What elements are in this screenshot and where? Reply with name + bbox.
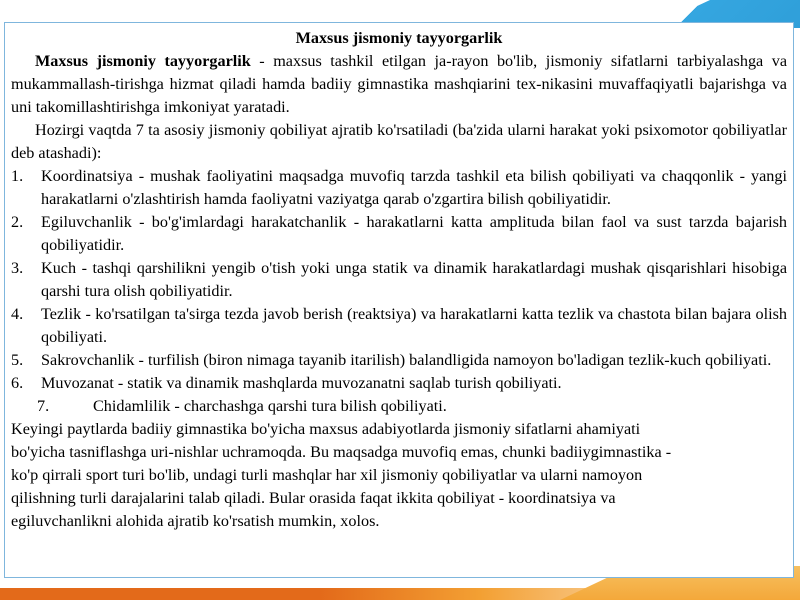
- abilities-list: [11, 165, 787, 395]
- list-item-text: Muvozanat - statik va dinamik mashqlarda muvozanatni saqlab turish qobiliyati.: [41, 374, 562, 392]
- slide-text-box: [4, 22, 794, 578]
- abilities-intro-paragraph: Hozirgi vaqtda 7 ta asosiy jismoniy qobiliyat ajratib ko'rsatiladi (ba'zida ularni harakat yoki psixomotor qobiliyatlar deb atashadi):: [11, 121, 787, 162]
- list-item-text: Egiluvchanlik - bo'g'imlardagi harakatchanlik - harakatlarni katta amplituda bilan faol va sust tarzda bajarish qobiliyatidir.: [41, 213, 787, 254]
- list-item-number: 4.: [11, 305, 24, 323]
- list-item-number: 2.: [11, 213, 24, 231]
- list-item-number: 1.: [11, 167, 24, 185]
- list-item: [11, 349, 787, 372]
- list-item: [11, 303, 787, 349]
- slide-title: Maxsus jismoniy tayyorgarlik: [295, 29, 503, 47]
- closing-line: egiluvchanlikni alohida ajratib ko'rsatish mumkin, xolos.: [11, 512, 380, 530]
- list-item-text: Tezlik - ko'rsatilgan ta'sirga tezda javob berish (reaktsiya) va harakatlarni katta tezlik va chastota bilan bajara olish qobiliyati.: [41, 305, 787, 346]
- list-item: [11, 165, 787, 211]
- list-item-text: Kuch - tashqi qarshilikni yengib o'tish yoki unga statik va dinamik harakatlardagi mushak qisqarishlari hisobiga qarshi tura olish qobiliyatidir.: [41, 259, 787, 300]
- intro-paragraph: [11, 50, 787, 119]
- list-item-number: 5.: [11, 351, 24, 369]
- list-item-text: Chidamlilik - charchashga qarshi tura bilish qobiliyati.: [93, 397, 447, 415]
- list-item-text: Sakrovchanlik - turfilish (biron nimaga tayanib itarilish) balandligida namoyon bo'ladigan tezlik-kuch qobiliyati.: [41, 351, 772, 369]
- list-item: [11, 257, 787, 303]
- intro-bold-term: Maxsus jismoniy tayyorgarlik: [35, 52, 251, 70]
- intro-text: - maxsus tashkil etilgan ja-rayon bo'lib, jismoniy sifatlarni tarbiyalashga va mukammallash-tirishga hizmat qiladi hamda badiiy gimnastika mashqiarini tex-nikasini muvaffaqiyatli bajarishga va uni takomillashtirishga imkoniyat yaratadi.: [11, 52, 788, 116]
- list-item-number: 3.: [11, 259, 24, 277]
- list-item: [11, 211, 787, 257]
- list-item-number: 7.: [37, 397, 50, 415]
- list-item: [11, 372, 787, 395]
- closing-line: ko'p qirrali sport turi bo'lib, undagi turli mashqlar har xil jismoniy qobiliyatlar va ularni namoyon: [11, 466, 643, 484]
- closing-line: Keyingi paytlarda badiiy gimnastika bo'yicha maxsus adabiyotlarda jismoniy sifatlarni ahamiyati: [11, 420, 641, 438]
- list-item-text: Koordinatsiya - mushak faoliyatini maqsadga muvofiq tarzda tashkil eta bilish qobiliyati va chaqqonlik - yangi harakatlarni o'zlashtirish hamda faoliyatni vaziyatga qarab o'zgartira bilish qobiliyatidir.: [41, 167, 787, 208]
- list-item-seven: [11, 395, 787, 418]
- closing-line: qilishning turli darajalarini talab qiladi. Bular orasida faqat ikkita qobiliyat - koordinatsiya va: [11, 489, 616, 507]
- closing-line: bo'yicha tasniflashga uri-nishlar uchramoqda. Bu maqsadga muvofiq emas, chunki badiiygimnastika -: [11, 443, 672, 461]
- list-item-number: 6.: [11, 374, 24, 392]
